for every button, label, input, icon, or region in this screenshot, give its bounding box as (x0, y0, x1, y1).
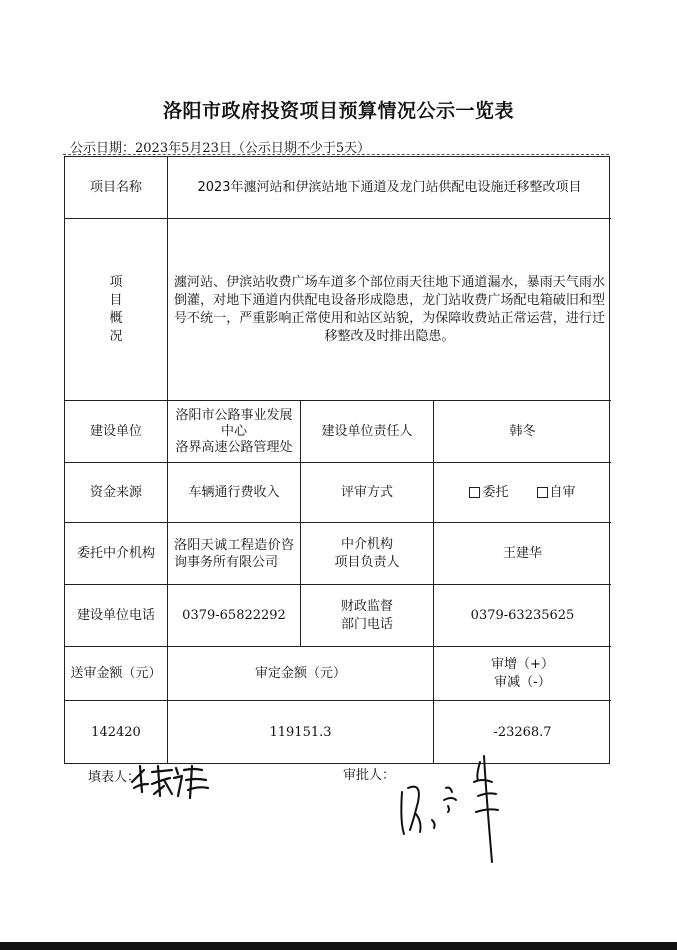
overview-label-char: 项 (109, 274, 123, 290)
funding-label: 资金来源 (65, 463, 168, 523)
budget-table (64, 156, 610, 764)
approver-label: 审批人： (343, 768, 396, 783)
submitted-amount-label: 送审金额（元） (65, 647, 168, 701)
agency-head-label-line2: 项目负责人 (334, 554, 400, 570)
filler-signature (128, 762, 214, 802)
overview-label-char: 目 (109, 292, 123, 308)
agency-head-label (301, 523, 434, 585)
construction-head-value: 韩冬 (434, 401, 611, 463)
checkbox-icon (537, 487, 548, 498)
review-method-label: 评审方式 (301, 463, 434, 523)
overview-text: 瀍河站、伊滨站收费广场车道多个部位雨天往地下通道漏水，暴雨天气雨水倒灌，对地下通道内供配电设备形成隐患，龙门站收费广场配电箱破旧和型号不统一，严重影响正常使用和站区站貌，为保障收费站正常运营，进行迁移整改及时排出隐患。 (168, 219, 611, 401)
finance-phone-label-line1: 财政监督 (340, 598, 393, 614)
construction-head-label: 建设单位责任人 (301, 401, 434, 463)
review-method-options (434, 463, 611, 523)
construction-unit-line2: 洛界高速公路管理处 (175, 439, 293, 455)
change-amount-label (434, 647, 611, 701)
finance-phone-label-line2: 部门电话 (340, 616, 393, 632)
agency-label: 委托中介机构 (65, 523, 168, 585)
approver-signature (392, 752, 522, 877)
overview-label-char: 况 (109, 328, 123, 344)
overview-label-char: 概 (109, 310, 123, 326)
option-self-review-label: 自审 (549, 485, 576, 500)
approved-amount-label: 审定金额（元） (168, 647, 434, 701)
construction-unit-line1: 洛阳市公路事业发展中心 (175, 407, 293, 439)
construction-unit-value (168, 401, 301, 463)
checkbox-icon (469, 487, 480, 498)
submitted-amount-value: 142420 (65, 701, 168, 763)
change-label-increase: 审增（+） (491, 656, 554, 672)
construction-unit-label: 建设单位 (65, 401, 168, 463)
change-label-decrease: 审减（-） (494, 674, 551, 690)
option-entrusted-label: 委托 (482, 485, 509, 500)
finance-phone-label (301, 585, 434, 647)
change-amount-value: -23268.7 (493, 724, 552, 740)
phone-label: 建设单位电话 (65, 585, 168, 647)
agency-head-value: 王建华 (434, 523, 611, 585)
finance-phone-value: 0379-63235625 (434, 585, 611, 647)
bottom-border (0, 942, 677, 950)
project-name-label: 项目名称 (65, 157, 168, 219)
notice-date: 公示日期：2023年5月23日（公示日期不少于5天） (70, 141, 371, 156)
option-self-review[interactable] (537, 484, 576, 501)
dashed-divider (63, 154, 609, 155)
page-title: 洛阳市政府投资项目预算情况公示一览表 (162, 100, 514, 122)
phone-value: 0379-65822292 (168, 585, 301, 647)
funding-value: 车辆通行费收入 (168, 463, 301, 523)
project-name-value: 2023年瀍河站和伊滨站地下通道及龙门站供配电设施迁移整改项目 (168, 157, 611, 219)
approved-amount-value: 119151.3 (168, 701, 434, 763)
overview-label (65, 219, 168, 401)
option-entrusted[interactable] (469, 484, 508, 501)
filler-label: 填表人： (88, 770, 141, 785)
agency-head-label-line1: 中介机构 (340, 536, 393, 552)
agency-value: 洛阳天诚工程造价咨询事务所有限公司 (168, 523, 301, 585)
